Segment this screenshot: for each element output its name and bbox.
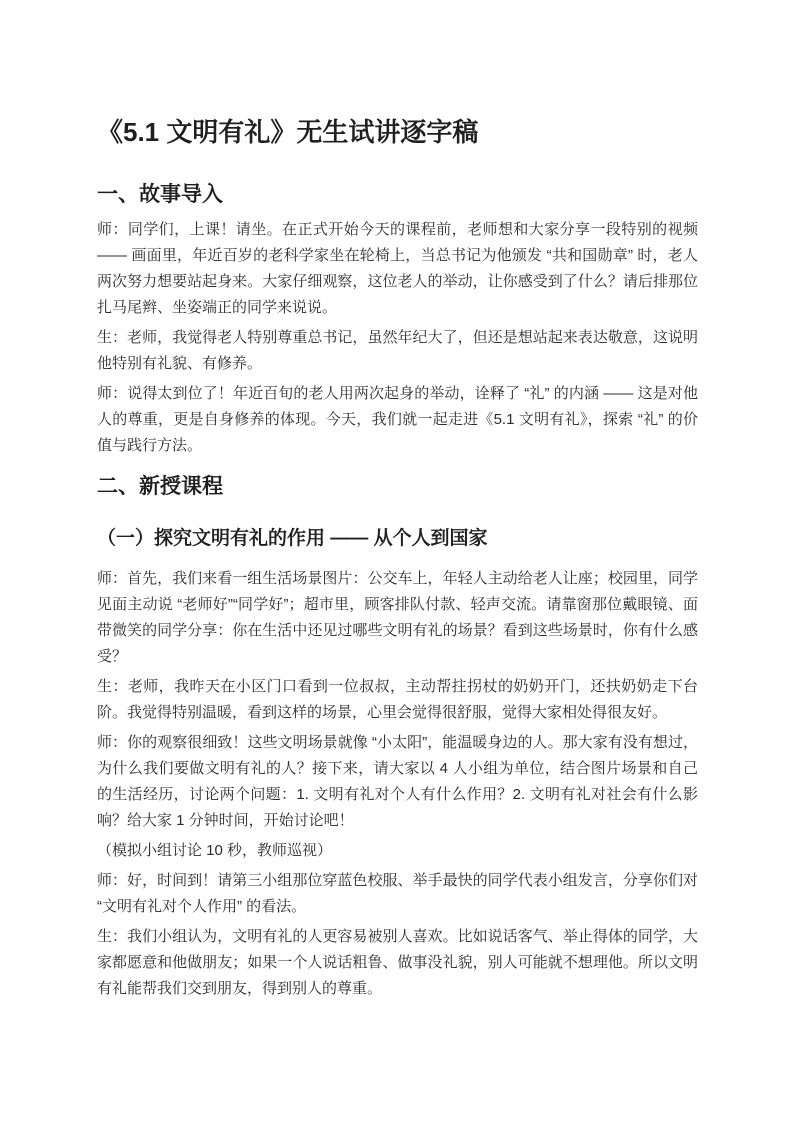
para-student-reply-2: 生：老师，我昨天在小区门口看到一位叔叔，主动帮拄拐杖的奶奶开门，还扶奶奶走下台阶。我觉得特别温暖，看到这样的场景，心里会觉得很舒服，觉得大家相处得很友好。 [97,678,698,721]
para-teacher-summary-intro: 师：说得太到位了！年近百旬的老人用两次起身的举动，诠释了 “礼” 的内涵 —— 这是对他人的尊重，更是自身修养的体现。今天，我们就一起走进《5.1 文明有礼》，探索 “礼” 的价值与践行方法。 [97,385,698,454]
para-teacher-call-on-group: 师：好，时间到！请第三小组那位穿蓝色校服、举手最快的同学代表小组发言，分享你们对 “文明有礼对个人作用” 的看法。 [97,872,698,915]
para-teacher-discussion-task: 师：你的观察很细致！这些文明场景就像 “小太阳”，能温暖身边的人。那大家有没有想过，为什么我们要做文明有礼的人？接下来，请大家以 4 人小组为单位，结合图片场景和自己的生活经历，讨论两个问题：1. 文明有礼对个人有什么作用？2. 文明有礼对社会有什么影响？给大家 1 分钟时间，开始讨论吧！ [97,734,698,829]
document-content [97,115,698,1006]
doc-title: 《5.1 文明有礼》无生试讲逐字稿 [97,117,479,147]
section-heading-new-lesson: 二、新授课程 [97,475,223,498]
para-stage-direction: （模拟小组讨论 10 秒，教师巡视） [97,842,333,859]
para-teacher-scenes: 师：首先，我们来看一组生活场景图片：公交车上，年轻人主动给老人让座；校园里，同学见面主动说 “老师好”“同学好”；超市里，顾客排队付款、轻声交流。请靠窗那位戴眼镜、面带微笑的同学分享：你在生活中还见过哪些文明有礼的场景？看到这些场景时，你有什么感受？ [97,570,698,665]
subsection-heading-explore-role: （一）探究文明有礼的作用 —— 从个人到国家 [97,528,488,549]
para-teacher-intro: 师：同学们，上课！请坐。在正式开始今天的课程前，老师想和大家分享一段特别的视频 —— 画面里，年近百岁的老科学家坐在轮椅上，当总书记为他颁发 “共和国勋章” 时，老人两次努力想要站起身来。大家仔细观察，这位老人的举动，让你感受到了什么？请后排那位扎马尾辫、坐姿端正的同学来说说。 [97,221,698,316]
section-heading-story-intro: 一、故事导入 [97,183,223,206]
para-student-reply-1: 生：老师，我觉得老人特别尊重总书记，虽然年纪大了，但还是想站起来表达敬意，这说明他特别有礼貌、有修养。 [97,329,698,372]
para-student-group-answer: 生：我们小组认为，文明有礼的人更容易被别人喜欢。比如说话客气、举止得体的同学，大家都愿意和他做朋友；如果一个人说话粗鲁、做事没礼貌，别人可能就不想理他。所以文明有礼能帮我们交到朋友，得到别人的尊重。 [97,928,698,997]
